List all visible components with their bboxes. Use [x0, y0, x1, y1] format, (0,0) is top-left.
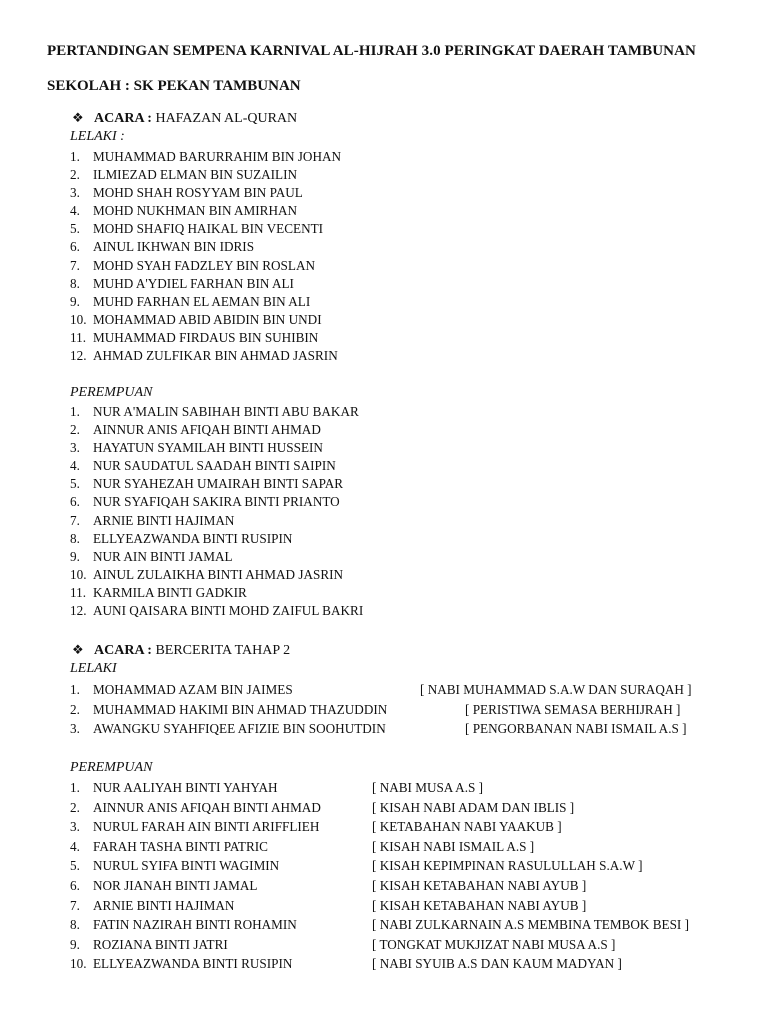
hafazan-female-list — [70, 403, 363, 620]
story-topic: [ KETABAHAN NABI YAAKUB ] — [372, 819, 562, 835]
list-item — [70, 876, 587, 896]
item-number: 8. — [70, 530, 80, 546]
item-number: 3. — [70, 721, 80, 737]
bercerita-female-list — [70, 778, 689, 974]
participant-name: NUR AALIYAH BINTI YAHYAH — [93, 780, 278, 795]
list-item — [70, 530, 363, 548]
event-heading-hafazan — [72, 110, 297, 127]
item-number: 1. — [70, 682, 80, 697]
bercerita-male-list — [70, 680, 692, 739]
item-number: 10. — [70, 311, 87, 327]
item-number: 2. — [70, 799, 80, 815]
participant-name: AUNI QAISARA BINTI MOHD ZAIFUL BAKRI — [93, 603, 364, 619]
story-topic: [ KISAH KEPIMPINAN RASULULLAH S.A.W ] — [372, 858, 643, 874]
participant-name: MOHD SHAH ROSYYAM BIN PAUL — [93, 185, 303, 201]
diamond-bullet-icon: ❖ — [72, 642, 84, 657]
school-heading: SEKOLAH : SK PEKAN TAMBUNAN — [47, 78, 301, 94]
item-number: 8. — [70, 275, 80, 291]
participant-name: MOHAMMAD AZAM BIN JAIMES — [93, 682, 293, 697]
story-topic: [ NABI MUHAMMAD S.A.W DAN SURAQAH ] — [420, 682, 692, 697]
list-item — [70, 548, 363, 566]
list-item — [70, 347, 341, 365]
participant-name: ELLYEAZWANDA BINTI RUSIPIN — [93, 956, 293, 972]
item-number: 7. — [70, 897, 80, 913]
list-item — [70, 566, 363, 584]
item-number: 8. — [70, 917, 80, 933]
item-number: 6. — [70, 494, 80, 510]
participant-name: MOHD SHAFIQ HAIKAL BIN VECENTI — [93, 221, 324, 237]
participant-name: ARNIE BINTI HAJIMAN — [93, 512, 235, 528]
participant-name: AHMAD ZULFIKAR BIN AHMAD JASRIN — [93, 348, 338, 364]
item-number: 5. — [70, 476, 80, 492]
list-item — [70, 421, 363, 439]
item-number: 3. — [70, 819, 80, 835]
story-topic: [ NABI ZULKARNAIN A.S MEMBINA TEMBOK BESI ] — [372, 917, 689, 933]
participant-name: HAYATUN SYAMILAH BINTI HUSSEIN — [93, 440, 323, 456]
participant-name: MUHD A'YDIEL FARHAN BIN ALI — [93, 275, 294, 291]
item-number: 9. — [70, 293, 80, 309]
participant-name: NURUL FARAH AIN BINTI ARIFFLIEH — [93, 819, 320, 835]
hafazan-male-list — [70, 148, 341, 365]
list-item — [70, 602, 363, 620]
story-topic: [ PENGORBANAN NABI ISMAIL A.S ] — [465, 721, 687, 737]
list-item — [70, 457, 363, 475]
participant-name: ILMIEZAD ELMAN BIN SUZAILIN — [93, 167, 298, 183]
list-item — [70, 275, 341, 293]
event-heading-bercerita — [72, 642, 290, 659]
list-item — [70, 584, 363, 602]
item-number: 6. — [70, 877, 80, 893]
participant-name: AINNUR ANIS AFIQAH BINTI AHMAD — [93, 799, 321, 815]
participant-name: MUHAMMAD BARURRAHIM BIN JOHAN — [93, 149, 342, 164]
participant-name: MUHAMMAD HAKIMI BIN AHMAD THAZUDDIN — [93, 701, 388, 717]
list-item — [70, 700, 681, 720]
participant-name: AWANGKU SYAHFIQEE AFIZIE BIN SOOHUTDIN — [93, 721, 386, 737]
item-number: 2. — [70, 422, 80, 438]
list-item — [70, 475, 363, 493]
item-number: 9. — [70, 936, 80, 952]
list-item — [70, 837, 535, 857]
list-item — [70, 202, 341, 220]
item-number: 7. — [70, 512, 80, 528]
participant-name: NURUL SYIFA BINTI WAGIMIN — [93, 858, 280, 874]
participant-name: NUR SYAHEZAH UMAIRAH BINTI SAPAR — [93, 476, 344, 492]
participant-name: NUR SAUDATUL SAADAH BINTI SAIPIN — [93, 458, 336, 474]
list-item — [70, 257, 341, 275]
list-item — [70, 311, 341, 329]
participant-name: FATIN NAZIRAH BINTI ROHAMIN — [93, 917, 297, 933]
list-item — [70, 238, 341, 256]
participant-name: MOHD SYAH FADZLEY BIN ROSLAN — [93, 257, 315, 273]
male-heading: LELAKI — [70, 661, 117, 676]
item-number: 4. — [70, 203, 80, 219]
participant-name: MOHAMMAD ABID ABIDIN BIN UNDI — [93, 311, 322, 327]
male-heading: LELAKI : — [70, 129, 125, 144]
event-name: BERCERITA TAHAP 2 — [155, 643, 291, 658]
story-topic: [ NABI MUSA A.S ] — [372, 780, 484, 795]
participant-name: MUHAMMAD FIRDAUS BIN SUHIBIN — [93, 329, 319, 345]
diamond-bullet-icon: ❖ — [72, 110, 84, 125]
participant-name: NUR AIN BINTI JAMAL — [93, 548, 233, 564]
document-title: PERTANDINGAN SEMPENA KARNIVAL AL-HIJRAH 3.0 PERINGKAT DAERAH TAMBUNAN — [47, 43, 696, 59]
story-topic: [ NABI SYUIB A.S DAN KAUM MADYAN ] — [372, 956, 622, 972]
story-topic: [ KISAH KETABAHAN NABI AYUB ] — [372, 877, 587, 893]
list-item — [70, 166, 341, 184]
item-number: 11. — [70, 584, 86, 600]
item-number: 1. — [70, 404, 80, 419]
list-item — [70, 184, 341, 202]
item-number: 3. — [70, 185, 80, 201]
item-number: 5. — [70, 858, 80, 874]
item-number: 4. — [70, 838, 80, 854]
item-number: 9. — [70, 548, 80, 564]
list-item — [70, 719, 687, 739]
list-item — [70, 493, 363, 511]
list-item — [70, 148, 341, 166]
story-topic: [ KISAH NABI ADAM DAN IBLIS ] — [372, 799, 575, 815]
participant-name: ROZIANA BINTI JATRI — [93, 936, 228, 952]
event-label: ACARA : — [94, 643, 152, 658]
participant-name: KARMILA BINTI GADKIR — [93, 584, 247, 600]
list-item — [70, 935, 616, 955]
participant-name: AINNUR ANIS AFIQAH BINTI AHMAD — [93, 422, 321, 438]
item-number: 3. — [70, 440, 80, 456]
list-item — [70, 817, 562, 837]
participant-name: NUR SYAFIQAH SAKIRA BINTI PRIANTO — [93, 494, 340, 510]
participant-name: MOHD NUKHMAN BIN AMIRHAN — [93, 203, 298, 219]
item-number: 5. — [70, 221, 80, 237]
item-number: 10. — [70, 956, 87, 972]
list-item — [70, 896, 587, 916]
list-item — [70, 220, 341, 238]
item-number: 10. — [70, 566, 87, 582]
item-number: 2. — [70, 701, 80, 717]
participant-name: FARAH TASHA BINTI PATRIC — [93, 838, 268, 854]
female-heading: PEREMPUAN — [70, 760, 153, 775]
participant-name: ELLYEAZWANDA BINTI RUSIPIN — [93, 530, 293, 546]
event-name: HAFAZAN AL-QURAN — [155, 111, 298, 126]
story-topic: [ TONGKAT MUKJIZAT NABI MUSA A.S ] — [372, 936, 616, 952]
participant-name: AINUL ZULAIKHA BINTI AHMAD JASRIN — [93, 566, 344, 582]
item-number: 1. — [70, 149, 80, 164]
participant-name: MUHD FARHAN EL AEMAN BIN ALI — [93, 293, 311, 309]
story-topic: [ PERISTIWA SEMASA BERHIJRAH ] — [465, 701, 681, 717]
item-number: 6. — [70, 239, 80, 255]
story-topic: [ KISAH NABI ISMAIL A.S ] — [372, 838, 535, 854]
female-heading: PEREMPUAN — [70, 385, 153, 400]
participant-name: AINUL IKHWAN BIN IDRIS — [93, 239, 255, 255]
item-number: 7. — [70, 257, 80, 273]
event-label: ACARA : — [94, 111, 152, 126]
item-number: 12. — [70, 603, 87, 619]
list-item — [70, 439, 363, 457]
list-item — [70, 512, 363, 530]
list-item — [70, 293, 341, 311]
item-number: 2. — [70, 167, 80, 183]
list-item — [70, 680, 692, 700]
list-item — [70, 798, 575, 818]
participant-name: NUR A'MALIN SABIHAH BINTI ABU BAKAR — [93, 404, 359, 419]
item-number: 1. — [70, 780, 80, 795]
list-item — [70, 778, 484, 798]
story-topic: [ KISAH KETABAHAN NABI AYUB ] — [372, 897, 587, 913]
list-item — [70, 403, 363, 421]
list-item — [70, 329, 341, 347]
item-number: 12. — [70, 348, 87, 364]
list-item — [70, 915, 689, 935]
item-number: 4. — [70, 458, 80, 474]
participant-name: ARNIE BINTI HAJIMAN — [93, 897, 235, 913]
participant-name: NOR JIANAH BINTI JAMAL — [93, 877, 258, 893]
list-item — [70, 954, 622, 974]
list-item — [70, 856, 643, 876]
item-number: 11. — [70, 329, 86, 345]
